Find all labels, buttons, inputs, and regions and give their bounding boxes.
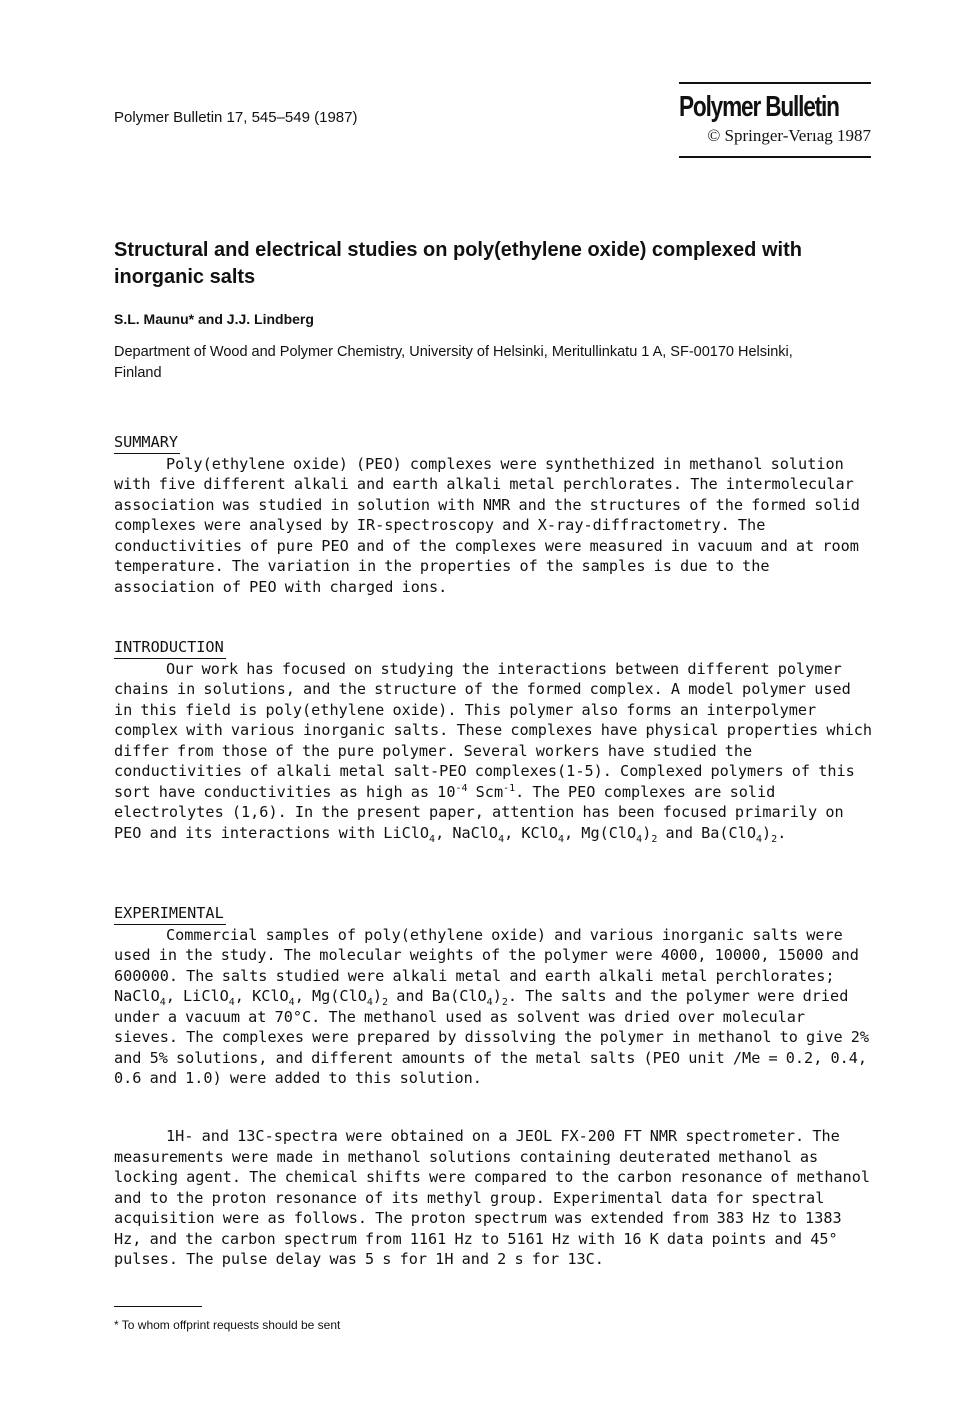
introduction-heading: INTRODUCTION bbox=[114, 637, 226, 659]
summary-heading: SUMMARY bbox=[114, 432, 180, 454]
experimental-paragraph: Commercial samples of poly(ethylene oxide) and various inorganic salts were used in the study. The molecular weights of the polymer were 4000, 10000, 15000 and 600000. The salts studied were alkali metal and earth alkali metal perchlorates; NaClO$_4$, LiClO$_4$, KClO$_4$, $Mg(ClO_4)_2$ and $Ba(ClO_4)_2$. The salts and the polymer were dried under a vacuum at 70°C. The methanol used as solvent was dried over molecular sieves. The complexes were prepared by dissolving the polymer in methanol to give 2% and 5% solutions, and different amounts of the metal salts (PEO unit /Me = 0.2, 0.4, 0.6 and 1.0) were added to this solution. bbox=[114, 925, 870, 1087]
nmr-methods-section bbox=[114, 1126, 874, 1270]
journal-masthead bbox=[679, 82, 871, 158]
experimental-section bbox=[114, 903, 874, 1089]
nmr-paragraph: 1H- and 13C-spectra were obtained on a JEOL FX-200 FT NMR spectrometer. The measurements were made in methanol solutions containing deuterated methanol as locking agent. The chemical shifts were compared to the carbon resonance of methanol and to the proton resonance of its methyl group. Experimental data for spectral acquisition were as follows. The proton spectrum was extended from 383 Hz to 1383 Hz, and the carbon spectrum from 1161 Hz to 5161 Hz with 16 K data points and 45° pulses. The pulse delay was 5 s for 1H and 2 s for 13C. bbox=[114, 1127, 871, 1268]
masthead-bottom-rule bbox=[679, 156, 871, 158]
experimental-heading: EXPERIMENTAL bbox=[114, 903, 226, 925]
footnote: * To whom offprint requests should be sent bbox=[114, 1318, 341, 1332]
author-affiliation: Department of Wood and Polymer Chemistry, University of Helsinki, Meritullinkatu 1 A, SF-00170 Helsinki, Finland bbox=[114, 344, 793, 381]
journal-name: Polymer Bulletin bbox=[679, 91, 839, 123]
journal-citation: Polymer Bulletin 17, 545–549 (1987) bbox=[114, 109, 358, 126]
article-authors: S.L. Maunu* and J.J. Lindberg bbox=[114, 311, 314, 327]
summary-section bbox=[114, 432, 874, 597]
masthead-top-rule bbox=[679, 82, 871, 84]
footnote-divider bbox=[114, 1306, 202, 1307]
article-title: Structural and electrical studies on poly(ethylene oxide) complexed with inorganic salts bbox=[114, 239, 802, 288]
introduction-paragraph: Our work has focused on studying the interactions between different polymer chains in solutions, and the structure of the formed complex. A model polymer used in this field is poly(ethylene oxide). This polymer also forms an interpolymer complex with various inorganic salts. These complexes have physical properties which differ from those of the pure polymer. Several workers have studied the conductivities of alkali metal salt-PEO complexes(1-5). Complexed polymers of this sort have conductivities as high as $10^{-4}$ Scm$^{-1}$. The PEO complexes are solid electrolytes (1,6). In the present paper, attention has been focused primarily on PEO and its interactions with LiClO$_4$, NaClO$_4$, KClO$_4$, $Mg(ClO_4)_2$ and $Ba(ClO_4)_2$. bbox=[114, 659, 873, 845]
introduction-section bbox=[114, 637, 874, 843]
copyright-notice: © Springer-Verıag 1987 bbox=[707, 126, 871, 145]
summary-paragraph: Poly(ethylene oxide) (PEO) complexes were synthethized in methanol solution with five different alkali and earth alkali metal perchlorates. The intermolecular association was studied in solution with NMR and the structures of the formed solid complexes were analysed by IR-spectroscopy and X-ray-diffractometry. The conductivities of pure PEO and of the complexes were measured in vacuum and at room temperature. The variation in the properties of the samples is due to the association of PEO with charged ions. bbox=[114, 454, 860, 596]
